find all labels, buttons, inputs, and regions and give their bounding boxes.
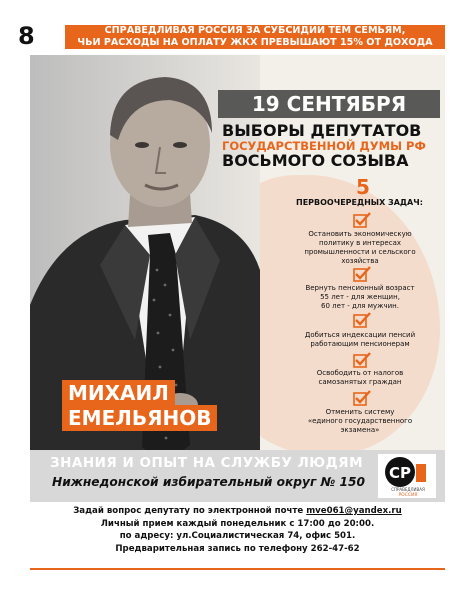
top-banner: [65, 25, 445, 49]
task-item-3-line: Добиться индексации пенсий: [304, 331, 416, 339]
party-logo-caption1: СПРАВЕДЛИВАЯ: [391, 487, 425, 492]
task-item-3: [295, 331, 425, 349]
task-item-5-line: экзамена»: [340, 426, 380, 434]
party-logo-letters: СР: [388, 464, 412, 482]
slogan-district: Нижнедонской избирательный округ № 150: [52, 475, 365, 489]
contact-info: [30, 505, 445, 555]
contact-address: по адресу: ул.Социалистическая 74, офис 501.: [119, 531, 356, 541]
checkmark-icon: [353, 390, 371, 406]
task-item-4: [295, 369, 425, 387]
election-title-line2: ГОСУДАРСТВЕННОЙ ДУМЫ РФ: [222, 139, 426, 153]
party-logo: [378, 454, 436, 498]
task-item-2: [295, 284, 425, 311]
slogan-line1: ЗНАНИЯ И ОПЫТ НА СЛУЖБУ ЛЮДЯМ: [50, 455, 364, 471]
task-item-5: [295, 408, 425, 435]
task-item-2-line: 60 лет - для мужчин.: [321, 302, 399, 310]
tasks-count: 5: [356, 175, 370, 199]
page-number: 8: [18, 22, 35, 50]
task-item-4-line: Освободить от налогов: [316, 369, 404, 377]
checkmark-icon: [353, 312, 371, 328]
top-banner-line1: СПРАВЕДЛИВАЯ РОССИЯ ЗА СУБСИДИИ ТЕМ СЕМЬЯМ,: [104, 25, 406, 36]
tasks-title: ПЕРВООЧЕРЕДНЫХ ЗАДАЧ:: [296, 198, 423, 207]
candidate-first-name: МИХАИЛ: [62, 380, 175, 406]
task-item-2-line: Вернуть пенсионный возраст: [305, 284, 415, 292]
election-title-line3: ВОСЬМОГО СОЗЫВА: [222, 151, 409, 170]
task-item-4-line: самозанятых граждан: [318, 378, 402, 386]
election-date-bar: 19 СЕНТЯБРЯ: [218, 90, 440, 118]
checkmark-icon: [353, 266, 371, 282]
contact-reception-hours: Личный прием каждый понедельник с 17:00 до 20:00.: [100, 518, 375, 529]
task-item-1: [295, 230, 425, 266]
task-item-1-line: Остановить экономическую: [308, 230, 412, 238]
top-banner-line2: ЧЬИ РАСХОДЫ НА ОПЛАТУ ЖКХ ПРЕВЫШАЮТ 15% ОТ ДОХОДА: [77, 37, 433, 48]
task-item-5-line: Отменить систему: [325, 408, 395, 416]
task-item-3-line: работающим пенсионерам: [310, 340, 410, 348]
task-item-1-line: хозяйства: [341, 257, 379, 265]
task-item-2-line: 55 лет - для женщин,: [320, 293, 400, 301]
checkmark-icon: [353, 352, 371, 368]
contact-line1: [30, 505, 445, 518]
contact-email-link[interactable]: mve061@yandex.ru: [306, 506, 402, 516]
contact-phone: Предварительная запись по телефону 262-47-62: [115, 543, 360, 554]
task-item-1-line: политику в интересах: [319, 239, 401, 247]
task-item-5-line: «единого государственного: [307, 417, 413, 425]
candidate-last-name: ЕМЕЛЬЯНОВ: [62, 405, 217, 431]
footer-imprint: [30, 568, 445, 588]
election-title-line1: ВЫБОРЫ ДЕПУТАТОВ: [222, 121, 422, 140]
party-logo-caption2: РОССИЯ: [398, 493, 418, 498]
contact-question-label: Задай вопрос депутату по электронной почте: [73, 506, 307, 516]
checkmark-icon: [353, 212, 371, 228]
task-item-1-line: промышленности и сельского: [304, 248, 416, 256]
